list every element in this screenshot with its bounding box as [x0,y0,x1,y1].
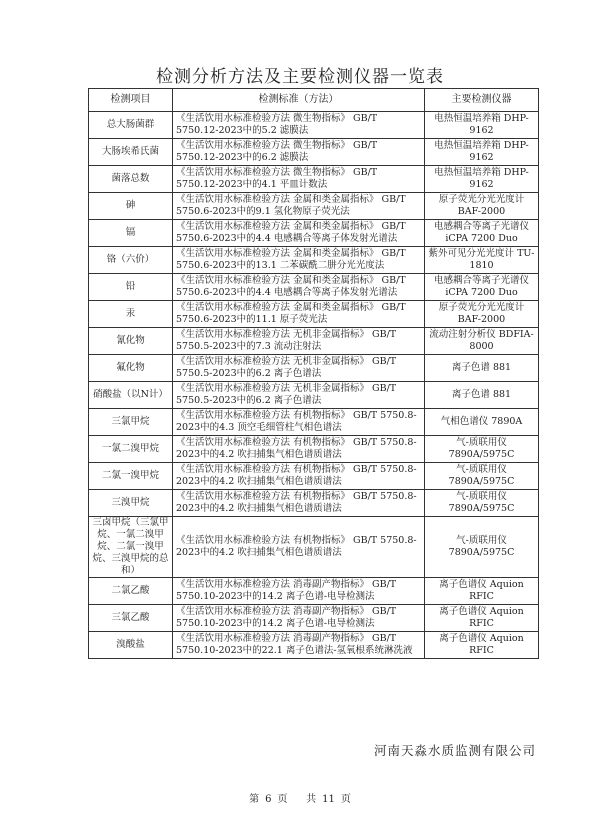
row-standard: 《生活饮用水标准检验方法 金属和类金属指标》 GB/T 5750.6-2023中的13.1 二苯碳酰二肼分光光度法 [173,247,425,274]
header-item: 检测项目 [89,89,173,112]
row-instrument: 气相色谱仪 7890A [425,409,539,436]
row-instrument: 离子色谱仪 Aquion RFIC [425,605,539,632]
footer-prefix: 第 [249,794,260,805]
row-item: 砷 [89,193,173,220]
row-standard: 《生活饮用水标准检验方法 消毒副产物指标》 GB/T 5750.10-2023中的14.2 离子色谱-电导检测法 [173,605,425,632]
footer-total-prefix: 共 [306,794,317,805]
row-instrument: 离子色谱 881 [425,382,539,409]
row-instrument: 离子色谱 881 [425,355,539,382]
methods-table [88,88,539,659]
row-instrument: 离子色谱仪 Aquion RFIC [425,632,539,659]
table-row [89,112,539,139]
row-item: 二氯一溴甲烷 [89,463,173,490]
row-standard: 《生活饮用水标准检验方法 微生物指标》 GB/T 5750.12-2023中的6.2 滤膜法 [173,139,425,166]
row-item: 二氯乙酸 [89,578,173,605]
row-standard: 《生活饮用水标准检验方法 金属和类金属指标》 GB/T 5750.6-2023中的9.1 氢化物原子荧光法 [173,193,425,220]
table-row [89,301,539,328]
table-row [89,490,539,517]
row-instrument: 气-质联用仪 7890A/5975C [425,463,539,490]
row-standard: 《生活饮用水标准检验方法 有机物指标》 GB/T 5750.8-2023中的4.3 顶空毛细管柱气相色谱法 [173,409,425,436]
table-row [89,355,539,382]
row-item: 溴酸盐 [89,632,173,659]
row-instrument: 气-质联用仪 7890A/5975C [425,517,539,578]
row-standard: 《生活饮用水标准检验方法 金属和类金属指标》 GB/T 5750.6-2023中的4.4 电感耦合等离子体发射光谱法 [173,220,425,247]
footer-page-number: 6 [265,794,272,805]
header-instrument: 主要检测仪器 [425,89,539,112]
row-standard: 《生活饮用水标准检验方法 有机物指标》 GB/T 5750.8-2023中的4.2 吹扫捕集气相色谱质谱法 [173,463,425,490]
row-item: 氰化物 [89,328,173,355]
footer-total-unit: 页 [340,794,351,805]
row-standard: 《生活饮用水标准检验方法 金属和类金属指标》 GB/T 5750.6-2023中的11.1 原子荧光法 [173,301,425,328]
table-row [89,436,539,463]
row-instrument: 气-质联用仪 7890A/5975C [425,436,539,463]
table-row [89,463,539,490]
row-item: 三溴甲烷 [89,490,173,517]
row-item: 三氯甲烷 [89,409,173,436]
row-standard: 《生活饮用水标准检验方法 微生物指标》 GB/T 5750.12-2023中的4.1 平皿计数法 [173,166,425,193]
row-item: 铬（六价） [89,247,173,274]
row-standard: 《生活饮用水标准检验方法 消毒副产物指标》 GB/T 5750.10-2023中的14.2 离子色谱-电导检测法 [173,578,425,605]
row-item: 一氯二溴甲烷 [89,436,173,463]
row-item: 镉 [89,220,173,247]
table-row [89,274,539,301]
table-row [89,409,539,436]
row-instrument: 电热恒温培养箱 DHP-9162 [425,166,539,193]
table-row [89,139,539,166]
table-row [89,605,539,632]
table-row [89,193,539,220]
row-item: 大肠埃希氏菌 [89,139,173,166]
row-standard: 《生活饮用水标准检验方法 有机物指标》 GB/T 5750.8-2023中的4.2 吹扫捕集气相色谱质谱法 [173,436,425,463]
row-instrument: 电感耦合等离子光谱仪 iCPA 7200 Duo [425,220,539,247]
table-row [89,517,539,578]
row-item: 硝酸盐（以N计） [89,382,173,409]
row-instrument: 紫外可见分光光度计 TU-1810 [425,247,539,274]
row-item: 总大肠菌群 [89,112,173,139]
page-footer [0,790,600,805]
table-row [89,578,539,605]
row-standard: 《生活饮用水标准检验方法 微生物指标》 GB/T 5750.12-2023中的5.2 滤膜法 [173,112,425,139]
row-item: 三卤甲烷（三氯甲烷、一氯二溴甲烷、二氯一溴甲烷、三溴甲烷的总和） [89,517,173,578]
row-instrument: 原子荧光分光光度计 BAF-2000 [425,301,539,328]
footer-total-pages: 11 [322,794,335,805]
row-item: 三氯乙酸 [89,605,173,632]
row-standard: 《生活饮用水标准检验方法 金属和类金属指标》 GB/T 5750.6-2023中的4.4 电感耦合等离子体发射光谱法 [173,274,425,301]
row-standard: 《生活饮用水标准检验方法 无机非金属指标》 GB/T 5750.5-2023中的7.3 流动注射法 [173,328,425,355]
row-instrument: 电热恒温培养箱 DHP-9162 [425,112,539,139]
header-standard: 检测标准（方法） [173,89,425,112]
row-instrument: 流动注射分析仪 BDFIA-8000 [425,328,539,355]
row-standard: 《生活饮用水标准检验方法 有机物指标》 GB/T 5750.8-2023中的4.2 吹扫捕集气相色谱质谱法 [173,517,425,578]
table-row [89,166,539,193]
table-row [89,220,539,247]
table-header-row [89,89,539,112]
row-instrument: 原子荧光分光光度计 BAF-2000 [425,193,539,220]
company-name: 河南天淼水质监测有限公司 [373,743,536,758]
table-row [89,632,539,659]
row-standard: 《生活饮用水标准检验方法 消毒副产物指标》 GB/T 5750.10-2023中的22.1 离子色谱法-氢氧根系统淋洗液 [173,632,425,659]
row-standard: 《生活饮用水标准检验方法 无机非金属指标》 GB/T 5750.5-2023中的6.2 离子色谱法 [173,382,425,409]
footer-page-unit: 页 [277,794,288,805]
row-item: 氟化物 [89,355,173,382]
row-standard: 《生活饮用水标准检验方法 无机非金属指标》 GB/T 5750.5-2023中的6.2 离子色谱法 [173,355,425,382]
table-row [89,382,539,409]
row-instrument: 电感耦合等离子光谱仪 iCPA 7200 Duo [425,274,539,301]
page-title: 检测分析方法及主要检测仪器一览表 [156,67,444,87]
row-standard: 《生活饮用水标准检验方法 有机物指标》 GB/T 5750.8-2023中的4.2 吹扫捕集气相色谱质谱法 [173,490,425,517]
row-item: 铅 [89,274,173,301]
table-row [89,247,539,274]
table-row [89,328,539,355]
row-instrument: 气-质联用仪 7890A/5975C [425,490,539,517]
row-item: 汞 [89,301,173,328]
row-instrument: 离子色谱仪 Aquion RFIC [425,578,539,605]
row-item: 菌落总数 [89,166,173,193]
row-instrument: 电热恒温培养箱 DHP-9162 [425,139,539,166]
